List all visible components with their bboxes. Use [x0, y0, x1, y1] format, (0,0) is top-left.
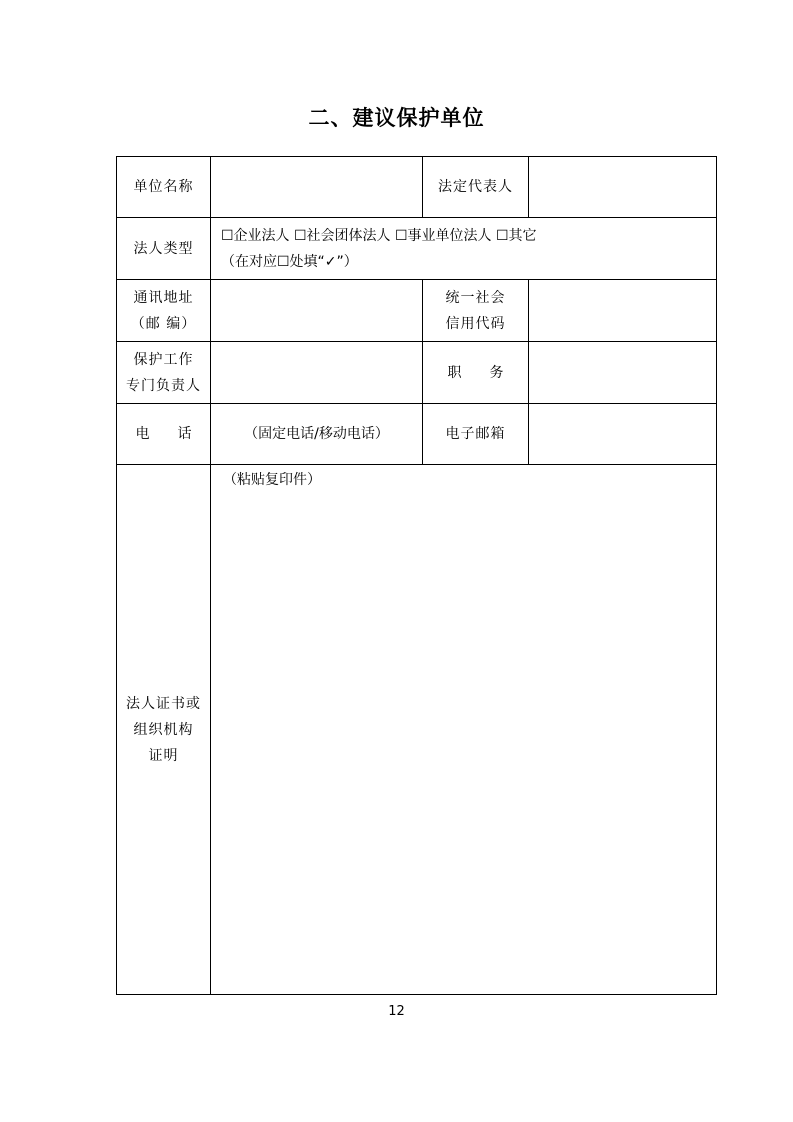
row-certificate [117, 465, 717, 995]
person-field[interactable] [211, 342, 423, 404]
certificate-paste-area[interactable] [211, 465, 717, 995]
page-number: 12 [388, 1004, 405, 1019]
person-label [117, 342, 211, 404]
row-legal-type [117, 218, 717, 280]
email-field[interactable] [529, 404, 717, 465]
position-field[interactable] [529, 342, 717, 404]
phone-label [117, 404, 211, 465]
credit-code-label-line2: 信用代码 [445, 315, 506, 332]
address-label-line1: 通讯地址 [133, 289, 194, 306]
credit-code-label [423, 280, 529, 342]
address-label [117, 280, 211, 342]
row-unit-name [117, 157, 717, 218]
legal-rep-field[interactable] [529, 157, 717, 218]
legal-rep-label: 法定代表人 [423, 157, 529, 218]
row-person [117, 342, 717, 404]
unit-info-form [116, 156, 717, 995]
row-phone [117, 404, 717, 465]
unit-name-label: 单位名称 [117, 157, 211, 218]
credit-code-field[interactable] [529, 280, 717, 342]
certificate-label-line2: 组织机构 [133, 721, 194, 738]
postcode-label: （邮 编） [130, 315, 197, 332]
certificate-label-line3: 证明 [148, 747, 179, 764]
certificate-label-line1: 法人证书或 [126, 695, 201, 712]
row-address [117, 280, 717, 342]
address-field[interactable] [211, 280, 423, 342]
phone-label-text: 电话 [135, 426, 192, 442]
person-label-line2: 专门负责人 [126, 377, 201, 394]
legal-type-label: 法人类型 [117, 218, 211, 280]
phone-field[interactable]: （固定电话/移动电话） [211, 404, 423, 465]
certificate-hint: （粘贴复印件） [223, 472, 321, 488]
certificate-label [117, 465, 211, 995]
legal-type-field[interactable] [211, 218, 717, 280]
unit-name-field[interactable] [211, 157, 423, 218]
legal-type-options[interactable]: ☐企业法人 ☐社会团体法人 ☐事业单位法人 ☐其它 [221, 227, 537, 244]
email-label: 电子邮箱 [423, 404, 529, 465]
position-label [423, 342, 529, 404]
position-label-text: 职务 [447, 364, 504, 381]
legal-type-hint: （在对应☐处填“✓”） [221, 253, 358, 270]
person-label-line1: 保护工作 [133, 351, 194, 368]
page-title: 二、建议保护单位 [308, 106, 485, 130]
credit-code-label-line1: 统一社会 [445, 289, 506, 306]
